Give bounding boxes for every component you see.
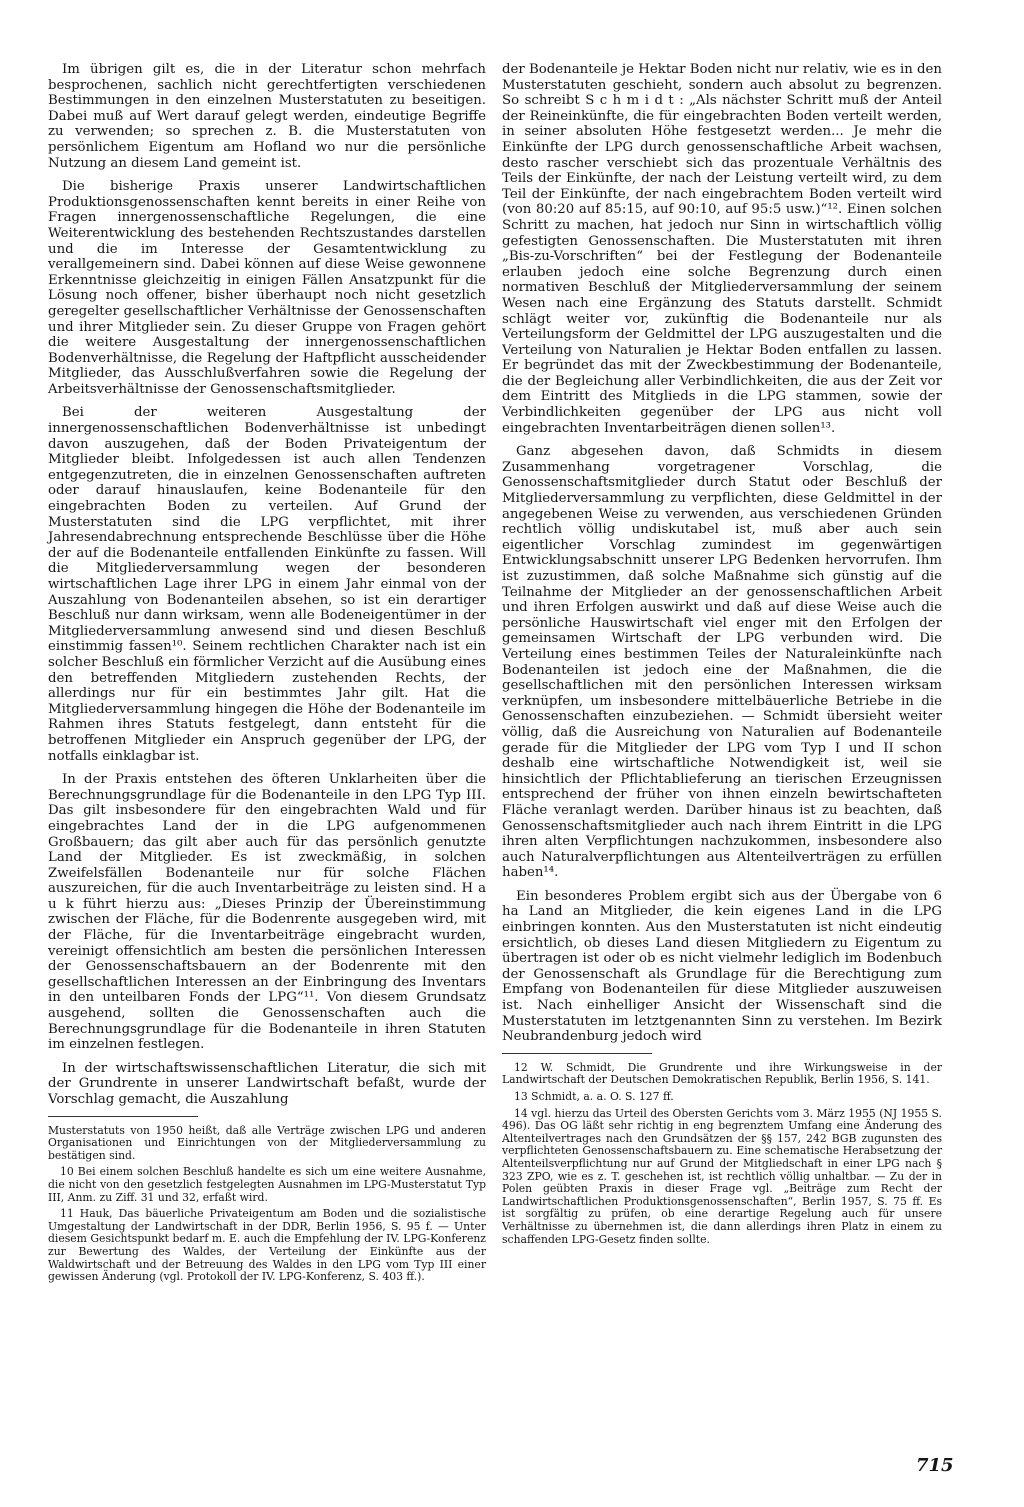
paragraph: Im übrigen gilt es, die in der Literatur schon mehrfach besprochenen, sachlich nicht gerechtfertigten verschiedenen Bestimmungen in den einzelnen Musterstatuten zu beseitigen. Dabei muß auf Wert darauf gelegt werden, eindeutige Begriffe zu verwenden; so sprechen z. B. die Musterstatuten von persönlichem Eigentum am Hofland wo nur die persönliche Nutzung an diesem Land gemeint ist.	[48, 62, 486, 171]
paragraph: Die bisherige Praxis unserer Landwirtschaftlichen Produktionsgenossenschaften kennt bereits in einer Reihe von Fragen innergenossenschaftliche Regelungen, die eine Weiterentwicklung des bestehenden Rechtszustandes darstellen und die im Interesse der Gesamtentwicklung zu verallgemeinern sind. Dabei können auf diese Weise gewonnene Erkenntnisse gleichzeitig in einigen Fällen Ansatzpunkt für die Lösung noch offener, bisher überhaupt noch nicht gesetzlich geregelter gesellschaftlicher Verhältnisse der Genossenschaften und ihrer Mitglieder sein. Zu dieser Gruppe von Fragen gehört die weitere Ausgestaltung der innergenossenschaftlichen Bodenverhältnisse, die Regelung der Haftpflicht ausscheidender Mitglieder, das Ausschlußverfahren sowie die Regelung der Arbeitsverhältnisse der Genossenschaftsmitglieder.	[48, 179, 486, 397]
right-body-text	[502, 62, 942, 1045]
footnote: 13 Schmidt, a. a. O. S. 127 ff.	[514, 1090, 674, 1103]
footnote: 12 W. Schmidt, Die Grundrente und ihre Wirkungsweise in der Landwirtschaft der Deutschen Demokratischen Republik, Berlin 1956, S. 141.	[502, 1060, 942, 1087]
paragraph: Ein besonderes Problem ergibt sich aus der Übergabe von 6 ha Land an Mitglieder, die kein eigenes Land in die LPG einbringen konnten. Aus den Musterstatuten ist nicht eindeutig ersichtlich, ob dieses Land diesen Mitgliedern zu Eigentum zu übertragen ist oder ob es nicht vielmehr lediglich im Bodenbuch der Genossenschaft als Grundlage für die Berechtigung zum Empfang von Bodenanteilen für diese Mitglieder auszuweisen ist. Nach einhelliger Ansicht der Wissenschaft sind die Musterstatuten im letztgenannten Sinn zu verstehen. Im Bezirk Neubrandenburg jedoch wird	[502, 888, 942, 1045]
paragraph: In der wirtschaftswissenschaftlichen Literatur, die sich mit der Grundrente in unserer Landwirtschaft befaßt, wurde der Vorschlag gemacht, die Auszahlung	[48, 1060, 486, 1107]
page-number: 715	[916, 1455, 954, 1476]
paragraph: In der Praxis entstehen des öfteren Unklarheiten über die Berechnungsgrundlage für die Bodenanteile in den LPG Typ III. Das gilt insbesondere für den eingebrachten Wald und für eingebrachtes Land der in die LPG aufgenommenen Großbauern; das gilt aber auch für das persönlich genutzte Land der Mitglieder. Es ist zweckmäßig, in solchen Zweifelsfällen Bodenanteile nur für solche Flächen auszureichen, für die auch Inventarbeiträge zu leisten sind. H a u k führt hierzu aus: „Dieses Prinzip der Übereinstimmung zwischen der Fläche, für die Bodenrente ausgegeben wird, mit der Fläche, für die Inventarbeiträge eingebracht wurden, vereinigt offensichtlich am besten die persönlichen Interessen der Genossenschaftsbauern an der Bodenrente mit den gesellschaftlichen Interessen an der Einbringung des Inventars in den unteilbaren Fonds der LPG“¹¹. Von diesem Grundsatz ausgehend, sollten die Genossenschaften auch die Berechnungsgrundlage für die Bodenanteile in ihren Statuten im einzelnen festlegen.	[48, 772, 486, 1053]
paragraph: Bei der weiteren Ausgestaltung der innergenossenschaftlichen Bodenverhältnisse ist unbedingt davon auszugehen, daß der Boden Privateigentum der Mitglieder bleibt. Infolgedessen ist auch allen Tendenzen entgegenzutreten, die in einzelnen Genossenschaften auftreten oder darauf hinauslaufen, keine Bodenanteile für den eingebrachten Boden zu verteilen. Auf Grund der Musterstatuten sind die LPG verpflichtet, mit ihrer Jahresendabrechnung entsprechende Beschlüsse über die Höhe der auf die Bodenanteile entfallenden Einkünfte zu fassen. Will die Mitgliederversammlung wegen der besonderen wirtschaftlichen Lage ihrer LPG in einem Jahr einmal von der Auszahlung von Bodenanteilen absehen, so ist ein derartiger Beschluß nur dann wirksam, wenn alle Bodeneigentümer in der Mitgliederversammlung anwesend sind und diesen Beschluß einstimmig fassen¹⁰. Seinem rechtlichen Charakter nach ist ein solcher Beschluß ein förmlicher Verzicht auf die Ausübung eines den betreffenden Mitgliedern zustehenden Rechts, der allerdings nur für ein bestimmtes Jahr gilt. Hat die Mitgliederversammlung hingegen die Höhe der Bodenanteile im Rahmen ihres Statuts festgelegt, dann entsteht für die betroffenen Mitglieder ein Anspruch gegenüber der LPG, der notfalls einklagbar ist.	[48, 405, 486, 764]
footnote-divider	[502, 1053, 652, 1054]
footnote: 14 vgl. hierzu das Urteil des Obersten Gerichts vom 3. März 1955 (NJ 1955 S. 496). Das OG läßt sehr richtig in eng begrenztem Umfang eine Änderung des Altenteilvertrages nach den Grundsätzen der §§ 157, 242 BGB zugunsten des verpflichteten Genossenschaftsbauern zu. Eine schematische Herabsetzung der Altenteilsverpflichtung nur auf Grund der Mitgliedschaft in einer LPG nach § 323 ZPO, wie es z. T. geschehen ist, ist rechtlich völlig unhaltbar. — Zu der in Polen geübten Praxis in dieser Frage vgl. „Beiträge zum Recht der Landwirtschaftlichen Produktionsgenossenschaften“, Berlin 1957, S. 75 ff. Es ist sorgfältig zu prüfen, ob eine derartige Regelung auch für unsere Verhältnisse zu übernehmen ist, die dann allerdings ihren Platz in einem zu schaffenden LPG-Gesetz finden sollte.	[502, 1106, 942, 1246]
footnote: 11 Hauk, Das bäuerliche Privateigentum am Boden und die sozialistische Umgestaltung der Landwirtschaft in der DDR, Berlin 1956, S. 95 f. — Unter diesem Gesichtspunkt bedarf m. E. auch die Empfehlung der IV. LPG-Konferenz zur Bewertung des Waldes, der Verteilung der Einkünfte aus der Waldwirtschaft und der Betreuung des Waldes in den LPG vom Typ III einer gewissen Änderung (vgl. Protokoll der IV. LPG-Konferenz, S. 403 ff.).	[48, 1207, 486, 1284]
right-footnotes	[502, 1062, 942, 1246]
left-body-text	[48, 62, 486, 1108]
footnote: 10 Bei einem solchen Beschluß handelte es sich um eine weitere Ausnahme, die nicht von den gesetzlich festgelegten Ausnahmen im LPG-Musterstatut Typ III, Anm. zu Ziff. 31 und 32, erfaßt wird.	[48, 1165, 486, 1204]
paragraph: Ganz abgesehen davon, daß Schmidts in diesem Zusammenhang vorgetragener Vorschlag, die Genossenschaftsmitglieder durch Statut oder Beschluß der Mitgliederversammlung zu verpflichten, diese Geldmittel in der angegebenen Weise zu verwenden, aus verschiedenen Gründen rechtlich völlig undiskutabel ist, muß aber auch sein eigentlicher Vorschlag zumindest im gegenwärtigen Entwicklungsabschnitt unserer LPG Bedenken hervorrufen. Ihm ist zuzustimmen, daß solche Maßnahme sich günstig auf die Teilnahme der Mitglieder an der genossenschaftlichen Arbeit und ihren Erfolgen auswirkt und daß auf diese Weise auch die persönliche Hauswirtschaft viel enger mit den Erfolgen der gemeinsamen Wirtschaft der LPG verbunden wird. Die Verteilung eines bestimmen Teiles der Naturaleinkünfte nach Bodenanteilen ist jedoch eine der Maßnahmen, die die gesellschaftlichen mit den persönlichen Interessen wirksam verknüpfen, um insbesondere mittelbäuerliche Betriebe in die Genossenschaften einzubeziehen. — Schmidt übersieht weiter völlig, daß die Ausreichung von Naturalien auf Bodenanteile gerade für die Mitglieder der LPG vom Typ I und II schon deshalb eine wirtschaftliche Notwendigkeit ist, weil sie hinsichtlich der Pflichtablieferung an tierischen Erzeugnissen entsprechend der früher von ihnen einzeln bewirtschafteten Fläche veranlagt werden. Darüber hinaus ist zu beachten, daß Genossenschaftsmitglieder auch nach ihrem Eintritt in die LPG ihren alten Verpflichtungen nachzukommen, insbesondere also auch Naturalverpflichtungen aus Altenteilverträgen zu erfüllen haben¹⁴.	[502, 444, 942, 881]
footnote-divider	[48, 1116, 198, 1117]
left-footnotes	[48, 1125, 486, 1284]
right-column	[502, 62, 942, 1250]
paragraph: der Bodenanteile je Hektar Boden nicht nur relativ, wie es in den Musterstatuten geschieht, sondern auch absolut zu begrenzen. So schreibt S c h m i d t : „Als nächster Schritt muß der Anteil der Reineinkünfte, die für eingebrachten Boden verteilt werden, in seiner absoluten Höhe festgesetzt werden... Je mehr die Einkünfte der LPG durch genossenschaftliche Arbeit wachsen, desto rascher verschiebt sich das prozentuale Verhältnis des Teils der Einkünfte, der nach der Leistung verteilt wird, zu dem Teil der Einkünfte, der nach eingebrachtem Boden verteilt wird (von 80:20 auf 85:15, auf 90:10, auf 95:5 usw.)“¹². Einen solchen Schritt zu machen, hat jedoch nur Sinn in wirtschaftlich völlig gefestigten Genossenschaften. Die Musterstatuten mit ihren „Bis-zu-Vorschriften“ bei der Festlegung der Bodenanteile erlauben jedoch eine solche Begrenzung durch einen normativen Beschluß der Mitgliederversammlung der seinem Wesen nach eine Ergänzung des Statuts darstellt. Schmidt schlägt weiter vor, zukünftig die Bodenanteile nur als Verteilungsform der Geldmittel der LPG auszugestalten und die Verteilung von Naturalien je Hektar Boden entfallen zu lassen. Er begründet das mit der Zweckbestimmung der Bodenanteile, die der Begleichung aller Verbindlichkeiten, die aus der Zeit vor dem Eintritt des Mitglieds in die LPG stammen, sowie der Verbindlichkeiten gegenüber der LPG aus nicht voll eingebrachten Inventarbeiträgen dienen sollen¹³.	[502, 62, 942, 436]
left-column	[48, 62, 486, 1288]
footnote: Musterstatuts von 1950 heißt, daß alle Verträge zwischen LPG und anderen Organisationen und Einrichtungen von der Mitgliederversammlung zu bestätigen sind.	[48, 1123, 486, 1162]
